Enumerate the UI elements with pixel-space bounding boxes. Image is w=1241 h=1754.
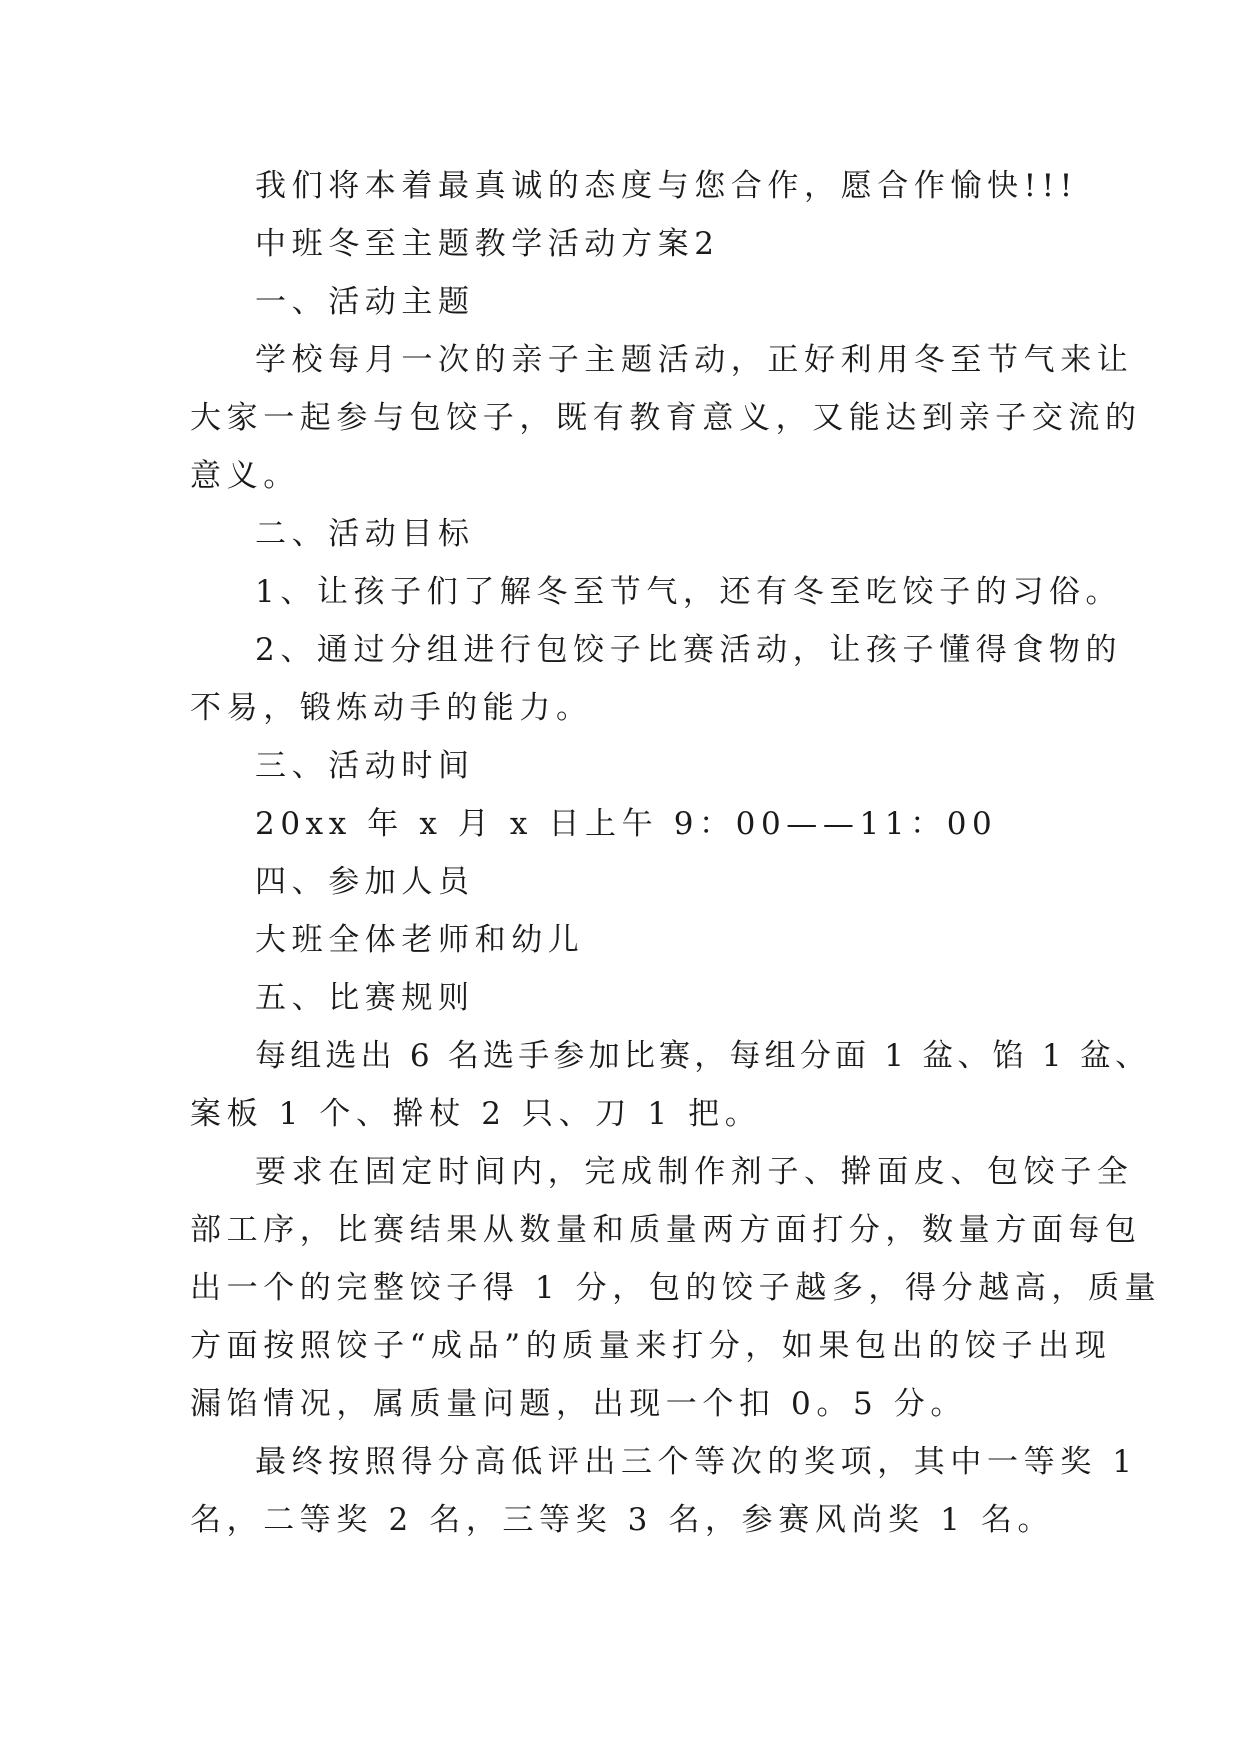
paragraph-line: 出一个的完整饺子得 1 分，包的饺子越多，得分越高，质量 xyxy=(190,1270,1162,1306)
plan-title: 中班冬至主题教学活动方案2 xyxy=(255,226,720,262)
paragraph-line: 不易，锻炼动手的能力。 xyxy=(190,690,593,726)
paragraph-line: 名，二等奖 2 名，三等奖 3 名，参赛风尚奖 1 名。 xyxy=(190,1502,1055,1538)
closing-line: 我们将本着最真诚的态度与您合作，愿合作愉快!!! xyxy=(255,168,1078,204)
section-heading-goals: 二、活动目标 xyxy=(255,516,475,552)
paragraph-line: 意义。 xyxy=(190,458,300,494)
paragraph-line: 每组选出 6 名选手参加比赛，每组分面 1 盆、馅 1 盆、 xyxy=(255,1038,1151,1074)
paragraph-line: 部工序，比赛结果从数量和质量两方面打分，数量方面每包 xyxy=(190,1212,1142,1248)
paragraph-line: 学校每月一次的亲子主题活动，正好利用冬至节气来让 xyxy=(255,342,1134,378)
paragraph-line: 大家一起参与包饺子，既有教育意义，又能达到亲子交流的 xyxy=(190,400,1142,436)
goal-item-2: 2、通过分组进行包饺子比赛活动，让孩子懂得食物的 xyxy=(255,632,1123,668)
paragraph-line: 最终按照得分高低评出三个等次的奖项，其中一等奖 1 xyxy=(255,1444,1138,1480)
section-heading-theme: 一、活动主题 xyxy=(255,284,475,320)
section-heading-rules: 五、比赛规则 xyxy=(255,980,475,1016)
activity-time: 20xx 年 x 月 x 日上午 9：00——11：00 xyxy=(255,806,998,842)
goal-item-1: 1、让孩子们了解冬至节气，还有冬至吃饺子的习俗。 xyxy=(255,574,1123,610)
paragraph-line: 漏馅情况，属质量问题，出现一个扣 0。5 分。 xyxy=(190,1386,967,1422)
paragraph-line: 要求在固定时间内，完成制作剂子、擀面皮、包饺子全 xyxy=(255,1154,1134,1190)
section-heading-participants: 四、参加人员 xyxy=(255,864,475,900)
paragraph-line: 方面按照饺子“成品”的质量来打分，如果包出的饺子出现 xyxy=(190,1328,1112,1364)
paragraph-line: 案板 1 个、擀杖 2 只、刀 1 把。 xyxy=(190,1096,762,1132)
section-heading-time: 三、活动时间 xyxy=(255,748,475,784)
participants: 大班全体老师和幼儿 xyxy=(255,922,585,958)
